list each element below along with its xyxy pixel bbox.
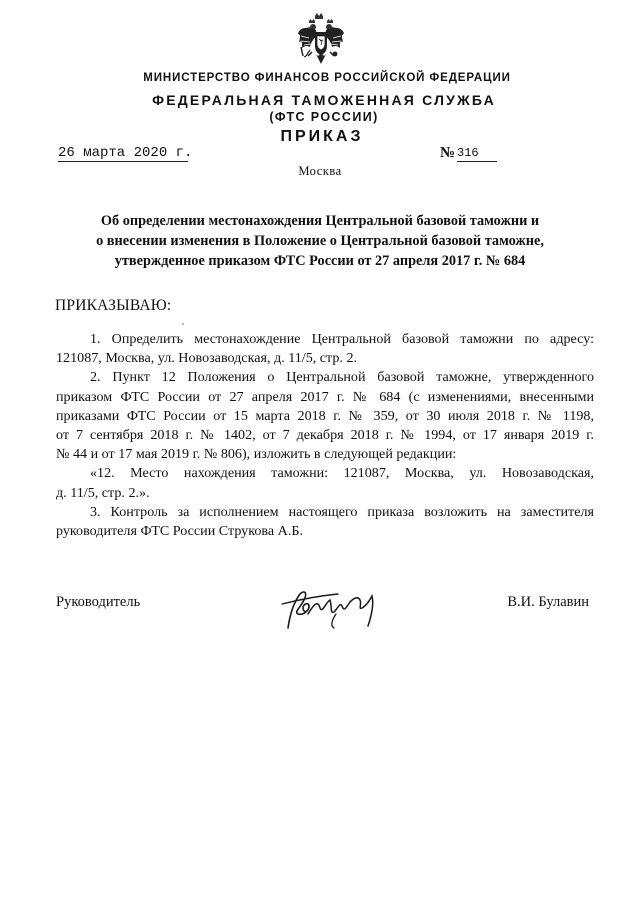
document-type: ПРИКАЗ [280, 128, 364, 145]
directive-heading: ПРИКАЗЫВАЮ: [55, 297, 172, 314]
body-line: от 7 сентября 2018 г. № 1402, от 7 декабря 2018 г. № 1994, от 17 января 2019 г. [56, 426, 594, 443]
body-line: 121087, Москва, ул. Новозаводская, д. 11/5, стр. 2. [56, 350, 358, 367]
body-line: 1. Определить местонахождение Центральной базовой таможни по адресу: [90, 331, 594, 347]
signer-name: В.И. Булавин [507, 594, 589, 610]
service-abbreviation: (ФТС РОССИИ) [269, 110, 379, 124]
order-date: 26 марта 2020 г. [58, 145, 193, 161]
ministry-name: МИНИСТЕРСТВО ФИНАНСОВ РОССИЙСКОЙ ФЕДЕРАЦИИ [143, 72, 511, 84]
title-line: Об определении местонахождения Центральной базовой таможни и [100, 213, 540, 229]
signer-position: Руководитель [56, 594, 141, 610]
body-line: руководителя ФТС России Струкова А.Б. [56, 522, 303, 539]
body-line: 2. Пункт 12 Положения о Центральной базовой таможне, утвержденного [90, 369, 594, 386]
russian-coat-of-arms-icon [296, 12, 346, 70]
city-name: Москва [298, 164, 342, 178]
order-title [60, 211, 580, 271]
body-line: 3. Контроль за исполнением настоящего приказа возложить на заместителя [90, 503, 594, 520]
date-field [58, 143, 193, 162]
service-name: ФЕДЕРАЛЬНАЯ ТАМОЖЕННАЯ СЛУЖБА [152, 92, 496, 108]
number-field [457, 143, 497, 162]
number-sign: № [440, 145, 456, 161]
title-line: о внесении изменения в Положение о Центральной базовой таможне, [96, 233, 544, 249]
order-number: 316 [457, 146, 479, 160]
body-line: д. 11/5, стр. 2.». [56, 484, 150, 501]
body-line: приказами ФТС России от 15 марта 2018 г. № 359, от 30 июля 2018 г. № 1198, [56, 407, 594, 424]
handwritten-signature [278, 584, 398, 634]
body-line: приказом ФТС России от 27 апреля 2017 г. № 684 (с изменениями, внесенными [56, 388, 594, 405]
scan-speck [182, 323, 184, 325]
title-line: утвержденное приказом ФТС России от 27 апреля 2017 г. № 684 [114, 253, 526, 269]
order-body [56, 330, 594, 541]
body-line: «12. Место нахождения таможни: 121087, Москва, ул. Новозаводская, [90, 465, 594, 482]
body-line: № 44 и от 17 мая 2019 г. № 806), изложить в следующей редакции: [56, 446, 457, 463]
